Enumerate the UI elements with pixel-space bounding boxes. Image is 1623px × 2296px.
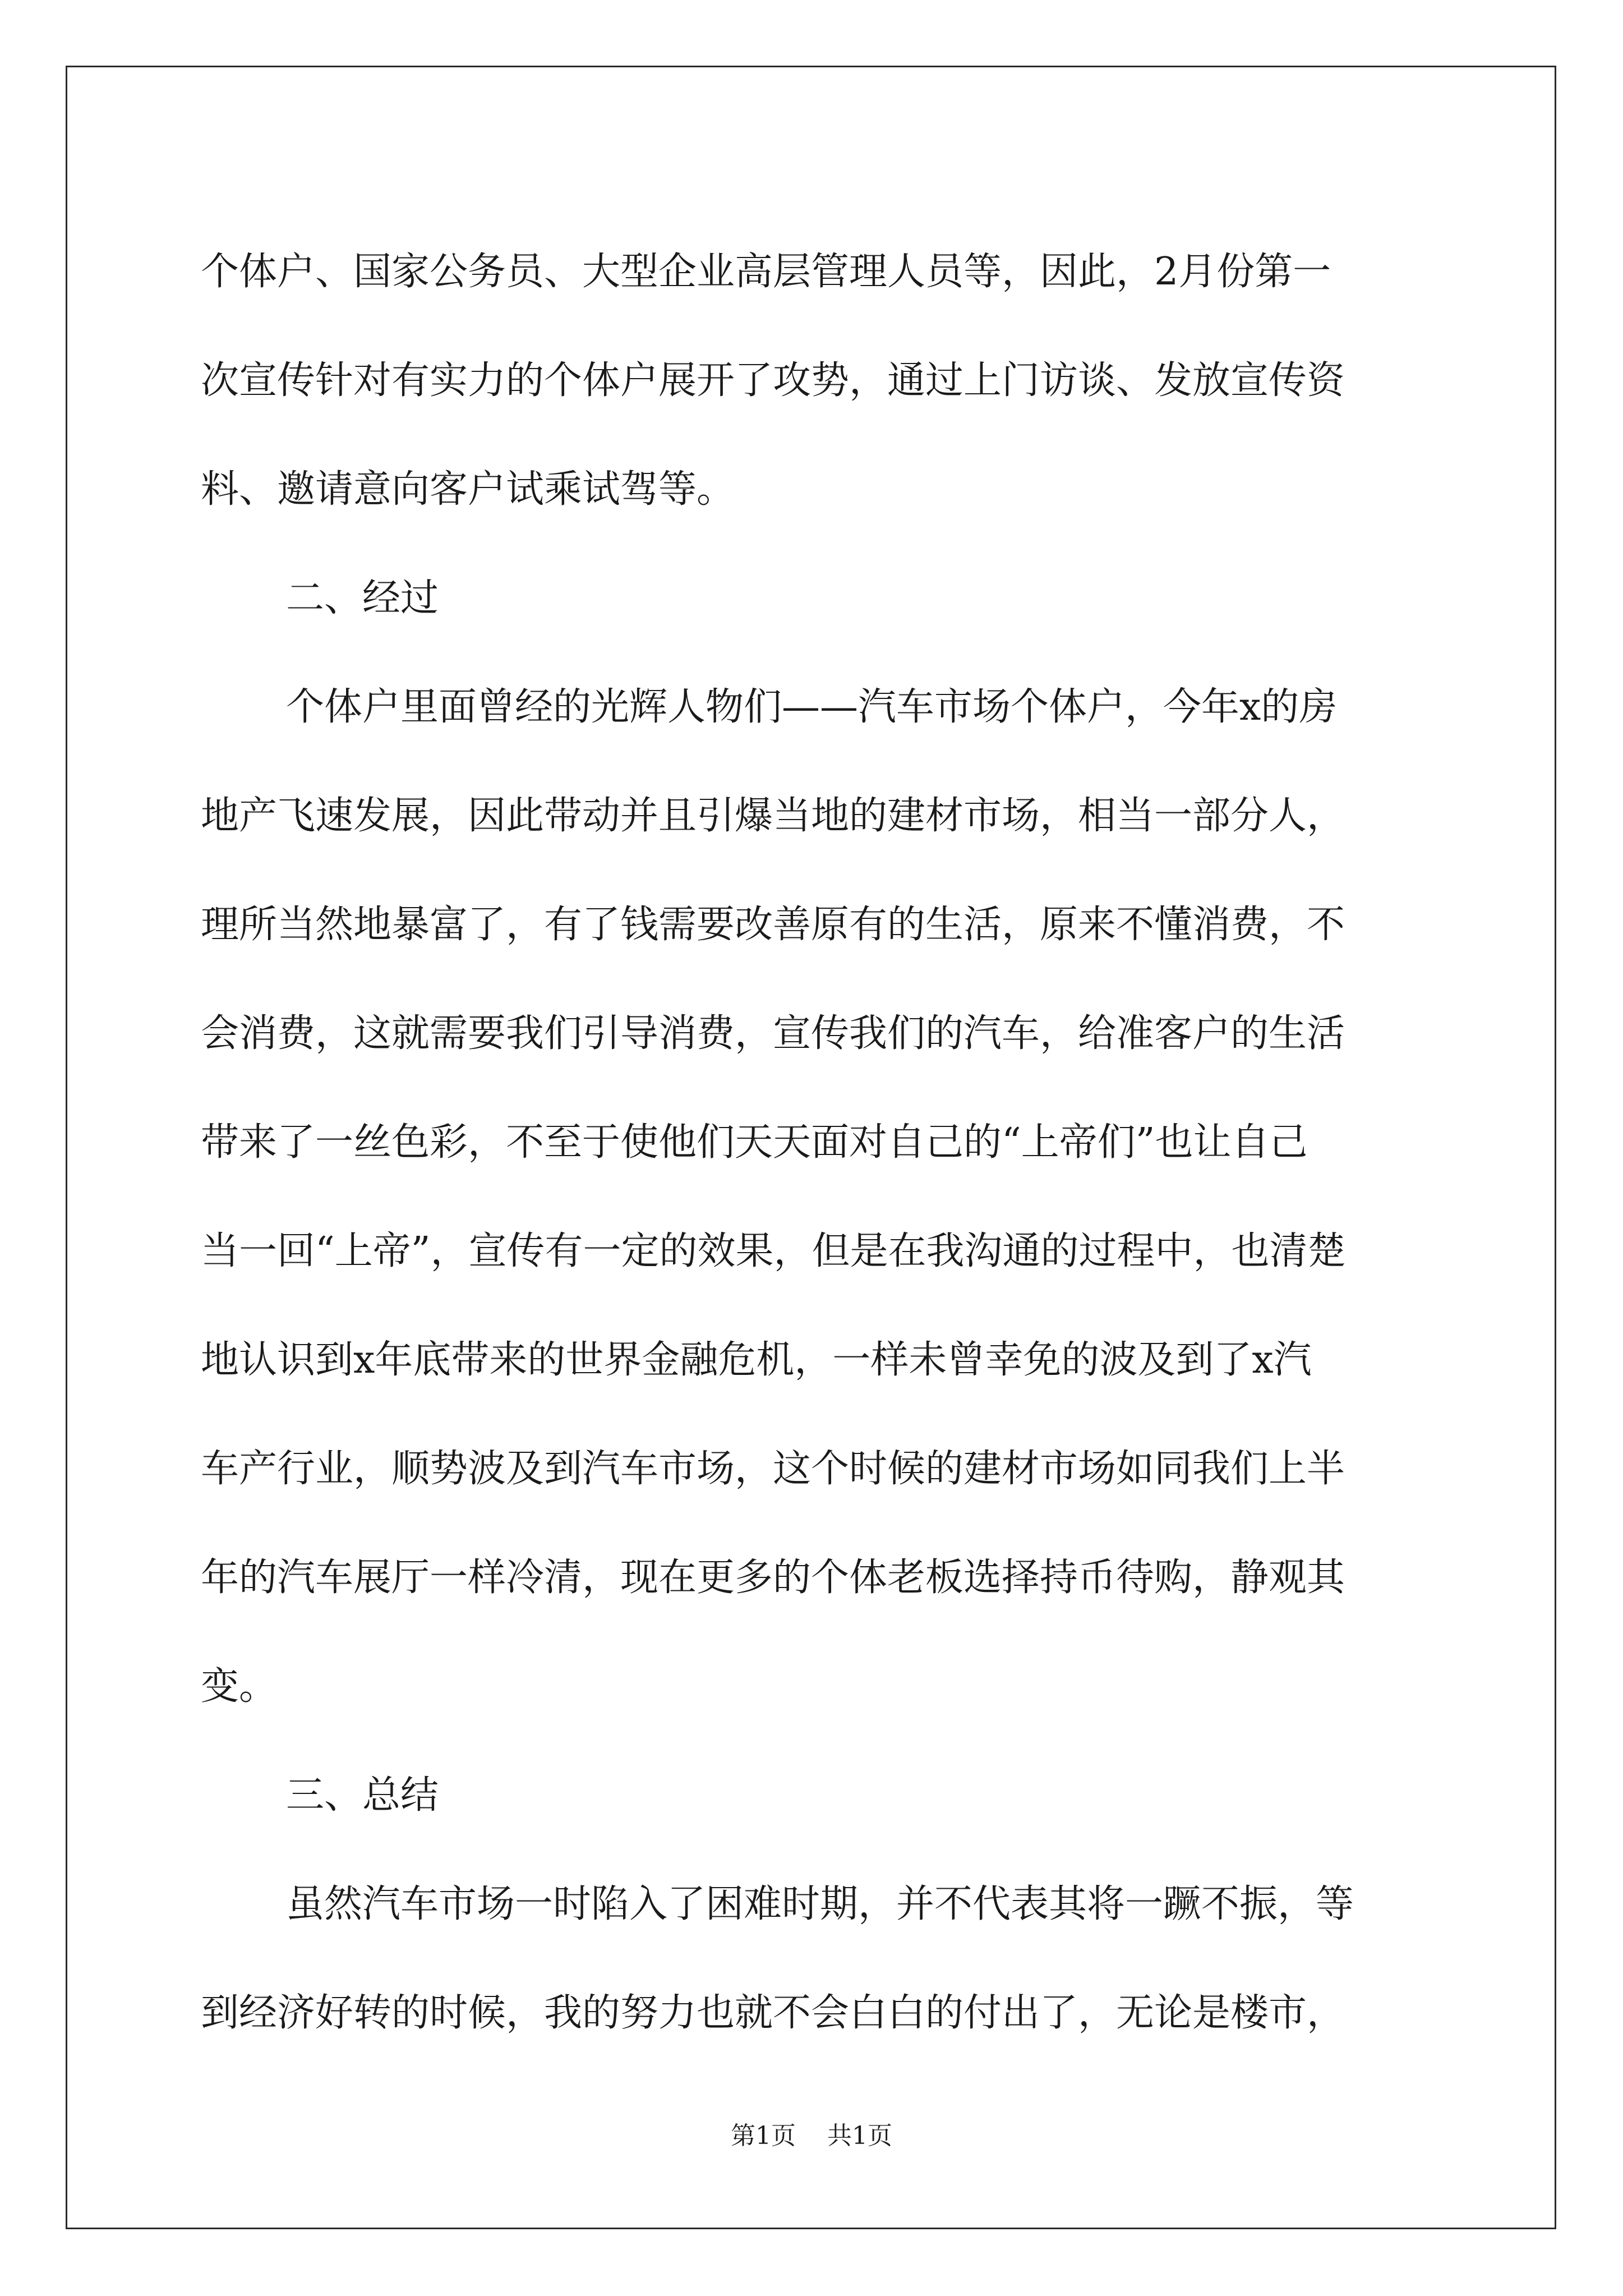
text-line: 车产行业，顺势波及到汽车市场，这个时候的建材市场如同我们上半 [201, 1447, 1345, 1491]
text-line: 带来了一丝色彩，不至于使他们天天面对自己的“上帝们”也让自己 [201, 1120, 1308, 1165]
document-body [201, 218, 1423, 2068]
page-footer [0, 2119, 1623, 2153]
text-line: 当一回“上帝”，宣传有一定的效果，但是在我沟通的过程中，也清楚 [201, 1229, 1346, 1273]
section-heading-process: 二、经过 [286, 576, 439, 620]
text-line: 个体户里面曾经的光辉人物们——汽车市场个体户，今年x的房 [286, 685, 1338, 729]
text-line: 到经济好转的时候，我的努力也就不会白白的付出了，无论是楼市， [201, 1991, 1345, 2035]
text-line: 虽然汽车市场一时陷入了困难时期，并不代表其将一蹶不振，等 [286, 1882, 1354, 1926]
page-number: 第1页 [731, 2122, 796, 2150]
section-heading-summary: 三、总结 [286, 1773, 439, 1818]
text-line: 料、邀请意向客户试乘试驾等。 [201, 467, 735, 512]
text-line: 会消费，这就需要我们引导消费，宣传我们的汽车，给准客户的生活 [201, 1011, 1345, 1056]
text-line: 地产飞速发展，因此带动并且引爆当地的建材市场，相当一部分人， [201, 794, 1345, 838]
text-line: 个体户、国家公务员、大型企业高层管理人员等，因此，2月份第一 [201, 250, 1331, 294]
text-line: 理所当然地暴富了，有了钱需要改善原有的生活，原来不懂消费，不 [201, 903, 1345, 947]
text-line: 变。 [201, 1664, 278, 1709]
page-total: 共1页 [827, 2122, 892, 2150]
text-line: 年的汽车展厅一样冷清，现在更多的个体老板选择持币待购，静观其 [201, 1556, 1345, 1600]
text-line: 次宣传针对有实力的个体户展开了攻势，通过上门访谈、发放宣传资 [201, 358, 1345, 403]
text-line: 地认识到x年底带来的世界金融危机，一样未曾幸免的波及到了x汽 [201, 1338, 1312, 1382]
